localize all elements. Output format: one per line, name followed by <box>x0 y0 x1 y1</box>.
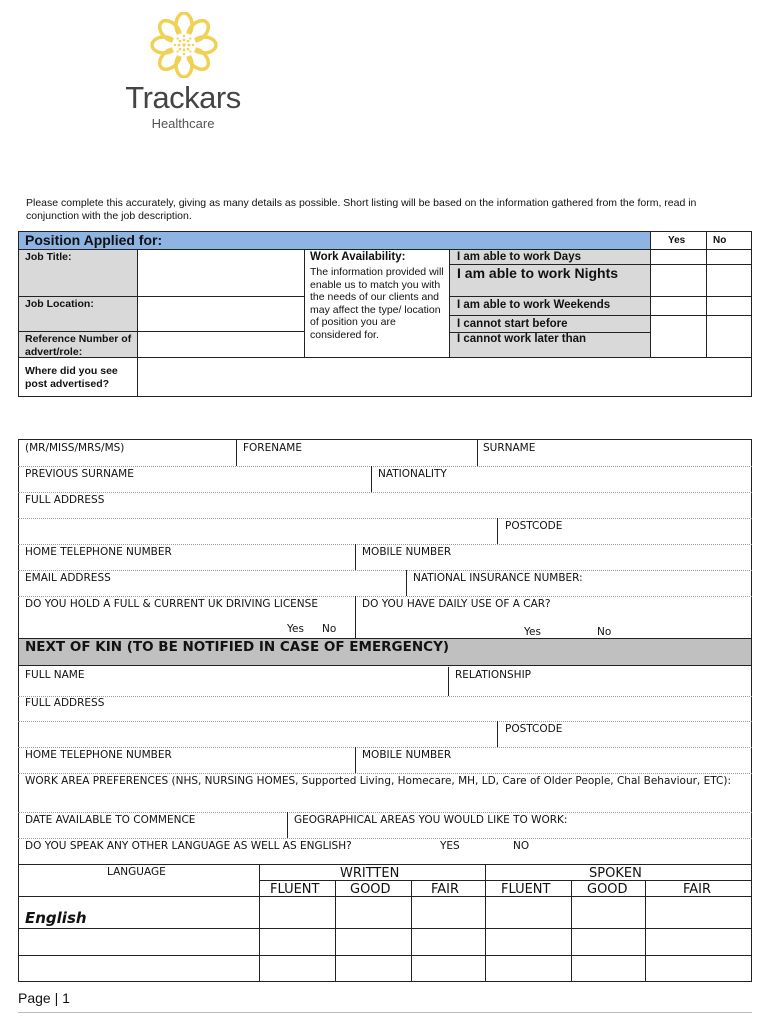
option-start-before: I cannot start before <box>457 318 568 330</box>
written-fair-header: FAIR <box>431 882 460 897</box>
language-row-english: English <box>25 909 87 927</box>
language-row-3[interactable] <box>19 956 259 981</box>
where-advertised-input[interactable] <box>138 358 751 396</box>
written-header: WRITTEN <box>340 866 400 881</box>
spoken-header: SPOKEN <box>589 866 642 881</box>
position-yes-header: Yes <box>668 235 686 246</box>
title-label: (MR/MISS/MRS/MS) <box>25 442 125 454</box>
spoken-fluent-header: FLUENT <box>501 882 551 897</box>
work-availability-label: Work Availability: <box>310 251 406 263</box>
option-days: I am able to work Days <box>457 251 581 263</box>
licence-no[interactable]: No <box>322 623 337 635</box>
written-fluent-header: FLUENT <box>270 882 320 897</box>
spoken-good-header: GOOD <box>587 882 628 897</box>
kin-full-address-label: FULL ADDRESS <box>25 697 105 709</box>
kin-postcode-label: POSTCODE <box>505 723 563 735</box>
days-no-checkbox[interactable] <box>707 250 751 264</box>
licence-label: DO YOU HOLD A FULL & CURRENT UK DRIVING LICENSE <box>25 598 318 610</box>
surname-label: SURNAME <box>483 442 536 454</box>
other-language-label: DO YOU SPEAK ANY OTHER LANGUAGE AS WELL AS ENGLISH? <box>25 840 352 852</box>
job-location-input[interactable] <box>138 297 304 331</box>
where-advertised-label: Where did you see post advertised? <box>25 365 118 390</box>
personal-section <box>18 439 752 982</box>
kin-mobile-label: MOBILE NUMBER <box>362 749 452 761</box>
sunflower-icon <box>150 12 218 78</box>
language-header: LANGUAGE <box>107 866 166 878</box>
job-title-input[interactable] <box>138 250 304 296</box>
days-yes-checkbox[interactable] <box>651 250 706 264</box>
licence-yes[interactable]: Yes <box>287 623 304 635</box>
kin-heading: NEXT OF KIN (TO BE NOTIFIED IN CASE OF EMERGENCY) <box>25 639 450 655</box>
position-title: Position Applied for: <box>25 232 163 248</box>
kin-relationship-label: RELATIONSHIP <box>455 669 532 681</box>
brand-subtitle: Healthcare <box>151 116 215 131</box>
kin-full-name-label: FULL NAME <box>25 669 85 681</box>
job-title-label: Job Title: <box>25 251 72 263</box>
weekends-yes-checkbox[interactable] <box>651 297 706 315</box>
option-weekends: I am able to work Weekends <box>457 299 611 311</box>
forename-label: FORENAME <box>243 442 302 454</box>
intro-text: Please complete this accurately, giving as many details as possible. Short listing will be based on the information gathered from the form, read in conjunction with the job description. <box>26 197 697 222</box>
nights-yes-checkbox[interactable] <box>651 265 706 296</box>
weekends-no-checkbox[interactable] <box>707 297 751 315</box>
geo-areas-label: GEOGRAPHICAL AREAS YOU WOULD LIKE TO WORK: <box>294 814 568 826</box>
position-no-header: No <box>713 235 727 246</box>
date-available-label: DATE AVAILABLE TO COMMENCE <box>25 814 196 826</box>
option-work-later: I cannot work later than <box>457 333 587 345</box>
work-availability-note: The information provided will enable us to match you with the needs of our clients and may affect the type/ location of position you are considered for. <box>310 266 444 341</box>
language-row-2[interactable] <box>19 929 259 955</box>
mobile-label: MOBILE NUMBER <box>362 546 452 558</box>
full-address-label: FULL ADDRESS <box>25 494 105 506</box>
brand-name: Trackars <box>125 80 241 115</box>
other-language-yes[interactable]: YES <box>440 840 460 852</box>
home-tel-label: HOME TELEPHONE NUMBER <box>25 546 172 558</box>
page-number: Page | 1 <box>18 990 70 1006</box>
car-label: DO YOU HAVE DAILY USE OF A CAR? <box>362 598 551 610</box>
company-logo <box>120 12 250 137</box>
email-label: EMAIL ADDRESS <box>25 572 111 584</box>
reference-label: Reference Number of advert/role: <box>25 333 132 358</box>
work-area-label: WORK AREA PREFERENCES (NHS, NURSING HOMES, Supported Living, Homecare, MH, LD, Care of Older People, Chal Behaviour, ETC): <box>25 775 731 787</box>
reference-input[interactable] <box>138 332 304 357</box>
job-location-label: Job Location: <box>25 298 94 310</box>
spoken-fair-header: FAIR <box>683 882 712 897</box>
car-yes[interactable]: Yes <box>524 626 541 638</box>
nationality-label: NATIONALITY <box>378 468 447 480</box>
other-language-no[interactable]: NO <box>513 840 530 852</box>
car-no[interactable]: No <box>597 626 612 638</box>
option-nights: I am able to work Nights <box>457 265 619 281</box>
written-good-header: GOOD <box>350 882 391 897</box>
postcode-label: POSTCODE <box>505 520 563 532</box>
kin-home-tel-label: HOME TELEPHONE NUMBER <box>25 749 172 761</box>
ni-number-label: NATIONAL INSURANCE NUMBER: <box>413 572 583 584</box>
previous-surname-label: PREVIOUS SURNAME <box>25 468 134 480</box>
nights-no-checkbox[interactable] <box>707 265 751 296</box>
